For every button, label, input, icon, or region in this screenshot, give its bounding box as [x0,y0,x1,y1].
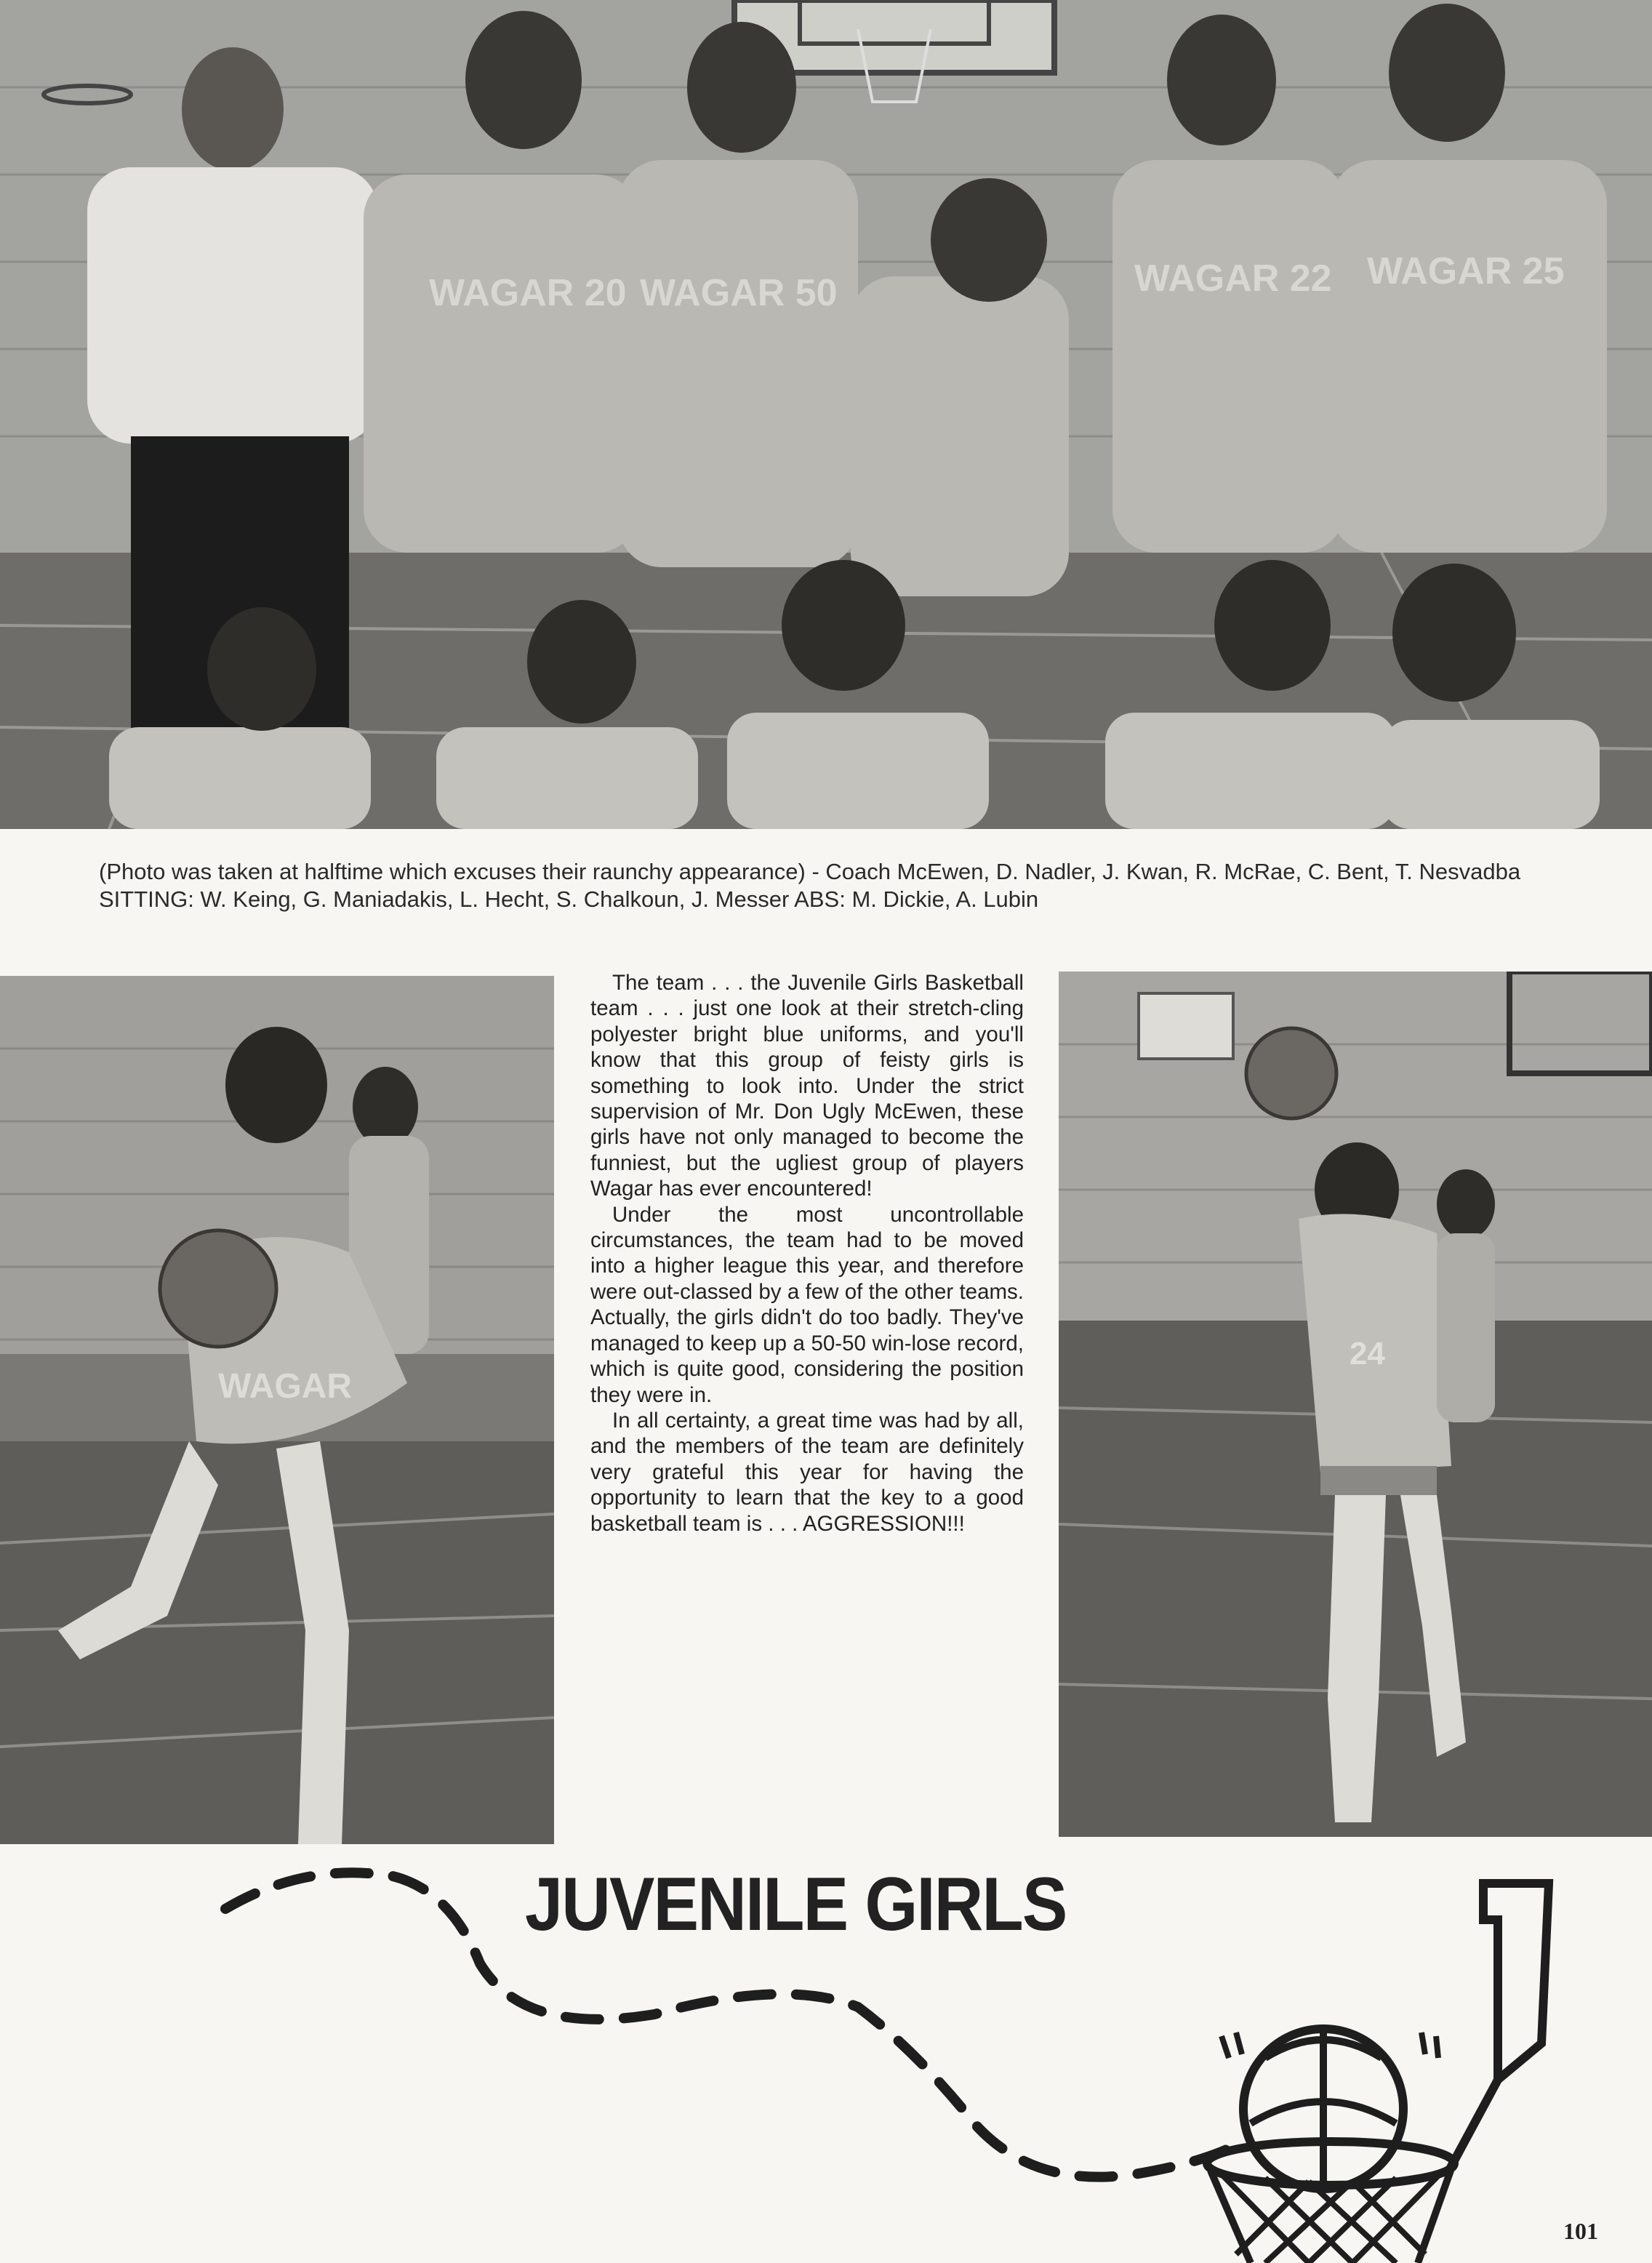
page-number: 101 [1563,2218,1598,2244]
article-body [590,970,1024,1537]
headline: JUVENILE GIRLS [525,1862,1067,1947]
right-action-photo [1059,972,1652,1837]
jersey-text: 24 [1350,1336,1385,1371]
article-paragraph: In all certainty, a great time was had by all, and the members of the team are definitely very grateful this year for having the opportunity to learn that the key to a good basketball team is . . . AGGRESSION!!! [590,1408,1024,1536]
article-paragraph: The team . . . the Juvenile Girls Basketball team . . . just one look at their stretch-cling polyester bright blue uniforms, and you'll know that this group of feisty girls is something to look into. Under the strict supervision of Mr. Don Ugly McEwen, these girls have not only managed to become the funniest, but the ugliest group of players Wagar has ever encountered! [590,971,1024,1201]
team-photo-illustration [0,0,1652,829]
left-action-photo [0,976,554,1844]
jersey-text: WAGAR 20 [429,272,627,314]
photo-caption: (Photo was taken at halftime which excuses their raunchy appearance) - Coach McEwen, D. Nadler, J. Kwan, R. McRae, C. Bent, T. Nesvadba SITTING: W. Keing, G. Maniadakis, L. Hecht, S. Chalkoun, J. Messer ABS: M. Dickie, A. Lubin [99,859,1521,912]
jersey-text: WAGAR 50 [640,272,838,314]
right-action-photo-illustration [1059,972,1652,1837]
team-photo [0,0,1652,829]
decorative-basketball-drawing [0,1818,1652,2263]
jersey-text: WAGAR [218,1367,352,1406]
jersey-text: WAGAR 25 [1367,250,1565,292]
article-paragraph: Under the most uncontrollable circumstances, the team had to be moved into a higher league this year, and therefore were out-classed by a few of the other teams. Actually, the girls didn't do too badly. They've managed to keep up a 50-50 win-lose record, which is quite good, considering the position they were in. [590,1202,1024,1407]
jersey-text: WAGAR 22 [1134,257,1332,300]
left-action-photo-illustration [0,976,554,1844]
